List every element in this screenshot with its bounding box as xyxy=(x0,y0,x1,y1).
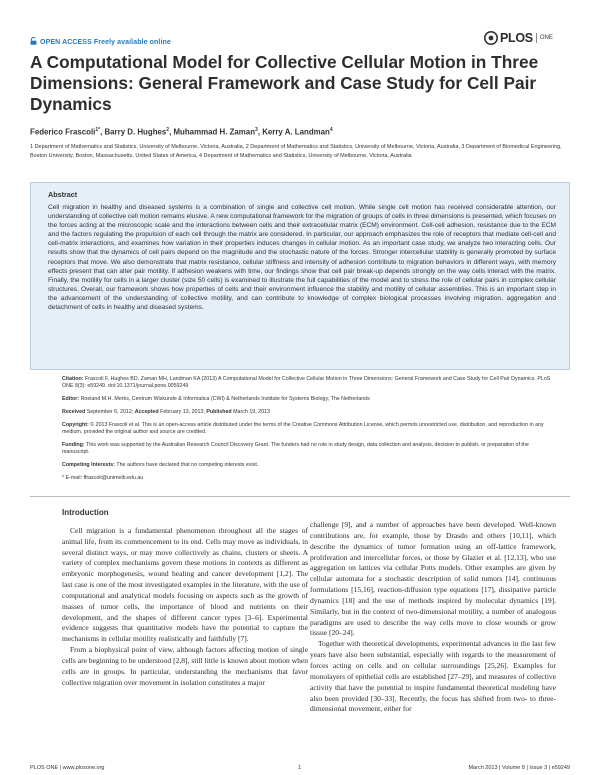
section-divider xyxy=(30,496,570,497)
funding: Funding: This work was supported by the Australian Research Council Discovery Grant. The funders had no role in study design, data collection and analysis, decision to publish, or preparation of the manuscript. xyxy=(62,442,529,456)
author-list: Federico Frascoli$^{1*}$, Barry D. Hughes$^2$, Muhammad H. Zaman$^3$, Kerry A. Landman$^4$ xyxy=(30,127,333,137)
author-affiliation-marker: 1* xyxy=(95,127,101,133)
open-access-label xyxy=(30,37,171,46)
abstract-box xyxy=(30,182,570,370)
competing-interests: Competing Interests: The authors have declared that no competing interests exist. xyxy=(62,462,259,469)
author-name: Barry D. Hughes xyxy=(104,127,167,137)
author-name: Muhammad H. Zaman xyxy=(173,127,256,137)
open-lock-icon xyxy=(30,37,37,45)
plos-one-logo xyxy=(484,31,553,45)
author-name: Kerry A. Landman xyxy=(262,127,330,137)
article-title: A Computational Model for Collective Cellular Motion in Three Dimensions: General Framework and Case Study for Cell Pair Dynamics xyxy=(30,52,539,114)
logo-plos-text: PLOS xyxy=(500,31,533,45)
publication-dates: Received September 6, 2012; Accepted February 13, 2013; Published March 19, 2013 xyxy=(62,409,270,415)
body-paragraph: From a biophysical point of view, although factors affecting motion of single cells are beginning to be understood [2,8], still little is known about motion when cells are in groups. In particular, understanding the mechanisms that favor collective migration over movement in isolation constitutes a major xyxy=(62,645,308,687)
body-paragraph: Cell migration is a fundamental phenomenon throughout all the stages of animal life, from its commencement to its end. Cells may move as individuals, in several distinct ways, or may move collectively as chains, clusters or sheets. A variety of complex mechanisms govern these motions in contexts as different as embryonic morphogenesis, wound healing and cancer development [1,2]. The last case is one of the most investigated examples in the literature, with the use of computational and analytical models focusing on aspects such as the growth of masses of tumor cells, the importance of blood and nutrients on their development, and the shapes of different cancer types [3–6]. Experimental evidence suggests that quantitative models have the potential to capture the mechanisms in cellular motility realistically and faithfully [7]. xyxy=(62,525,308,644)
affiliations: 1 Department of Mathematics and Statistics, University of Melbourne, Victoria, Australia, 2 Department of Mathematics and Statistics, University of Melbourne, Victoria, Australia, 3 Department of Biomedical Engineering, Boston University, Boston, Massachusetts, United States of America, 4 Department of Mathematics and Statistics, University of Melbourne, Victoria, Australia xyxy=(30,144,562,159)
introduction-heading: Introduction xyxy=(62,508,109,517)
copyright: Copyright: © 2013 Frascoli et al. This is an open-access article distributed under the terms of the Creative Commons Attribution License, which permits unrestricted use, distribution, and reproduction in any medium, provided the original author and source are credited. xyxy=(62,421,544,436)
editor: Editor: Roeland M.H. Merks, Centrum Wiskunde & Informatica (CWI) & Netherlands Institute for Systems Biology, The Netherlands xyxy=(62,396,370,403)
corresponding-email: * E-mail: ffrascoli@unimelb.edu.au xyxy=(62,475,144,481)
abstract-heading: Abstract xyxy=(48,190,78,199)
author-affiliation-marker: 4 xyxy=(329,127,333,133)
plos-logo-icon xyxy=(484,31,498,45)
body-column-left xyxy=(62,508,308,689)
footer-page-number: 1 xyxy=(298,765,302,771)
author-name: Federico Frascoli xyxy=(30,127,96,137)
footer-issue: March 2013 | Volume 8 | Issue 3 | e59249 xyxy=(468,765,570,771)
abstract-text: Cell migration in healthy and diseased systems is a combination of single and collective cell motion. While single cell motion has received considerable attention, our understanding of collective cell motion remains elusive. A new computational framework for the migration of groups of cells in three dimensions is presented, which focuses on the forces acting at the microscopic scale and the interactions between cells and their extracellular matrix (ECM) environment. Cell-cell adhesion, resistance due to the ECM and the factors regulating the propulsion of each cell through the matrix are considered. In particular, our approach emphasizes the role of receptors that mediate cell-cell and cell-matrix interactions, and examines how variation in their properties induces changes in cellular motion. As an important case study, we analyze two interacting cells. Our results show that the dynamics of cell pairs depend on the magnitude and the stochastic nature of the forces. Stronger intercellular stability is generally promoted by surface receptors that move. We also demonstrate that matrix resistance, cellular stiffness and intensity of adhesion contribute to migration behaviors in different ways, with memory effects present that can alter pair motility. If adhesion weakens with time, our findings show that cell pair break-up depends strongly on the way cells interact with the matrix. Finally, the motility for cells in a larger cluster (size 50 cells) is examined to illustrate the full capabilities of the model and to stress the role of cellular pairs in complex cellular structures. Overall, our framework shows how properties of cells and their environment influence the stability and motility of cellular assemblies. This is an important step in the advancement of the understanding of collective motility, and can contribute to knowledge of complex biological processes involving migration, aggregation and detachment of cells in healthy and diseased systems. xyxy=(48,204,556,312)
author-affiliation-marker: 3 xyxy=(255,127,258,133)
citation: Citation: Frascoli F, Hughes BD, Zaman MH, Landman KA (2013) A Computational Model for Collective Cellular Motion in Three Dimensions: General Framework and Case Study for Cell Pair Dynamics. PLoS ONE 8(3): e59249. doi:10.1371/journal.pone.0059249 xyxy=(62,376,551,390)
logo-one-text: ONE xyxy=(536,33,553,43)
open-access-text: OPEN ACCESS Freely available online xyxy=(40,39,171,46)
body-paragraph: challenge [9], and a number of approaches have been developed. Well-known contributions are, for example, those by Drasdo and others [10,11], which describe the dynamics of tumor formation using an off-lattice framework, proliferation and intercellular forces, or those by Glazier et al. [12,13], who use aggregation on lattices via cellular Potts models. Other examples are given by cellular automata for a stochastic description of solid tumors [14], continuous formulations [15,16], reaction-diffusion type equations [17], dissipative particle dynamics [18] and the use of methods inspired by molecular dynamics [19]. Similarly, but in the context of two-dimensional motility, a number of analogous paradigms are used to describe the way cells move to close wounds or grow tissue [20–24]. xyxy=(310,520,556,638)
body-paragraph: Together with theoretical developments, experimental advances in the last few years have also been substantial, especially with regards to the measurement of forces acting on cells and on cellular surroundings [25,26]. Examples for monolayers of epithelial cells are established [27–29], and measures of collective activity that have the potential to inspire fundamental theoretical modeling have also been provided [30–33]. Recently, the focus has shifted from two- to three-dimensional movement, either for xyxy=(310,639,556,714)
author-affiliation-marker: 2 xyxy=(166,127,170,133)
body-column-right xyxy=(310,520,556,715)
footer-journal: PLOS ONE | www.plosone.org xyxy=(30,765,105,771)
article-metadata xyxy=(62,376,552,488)
